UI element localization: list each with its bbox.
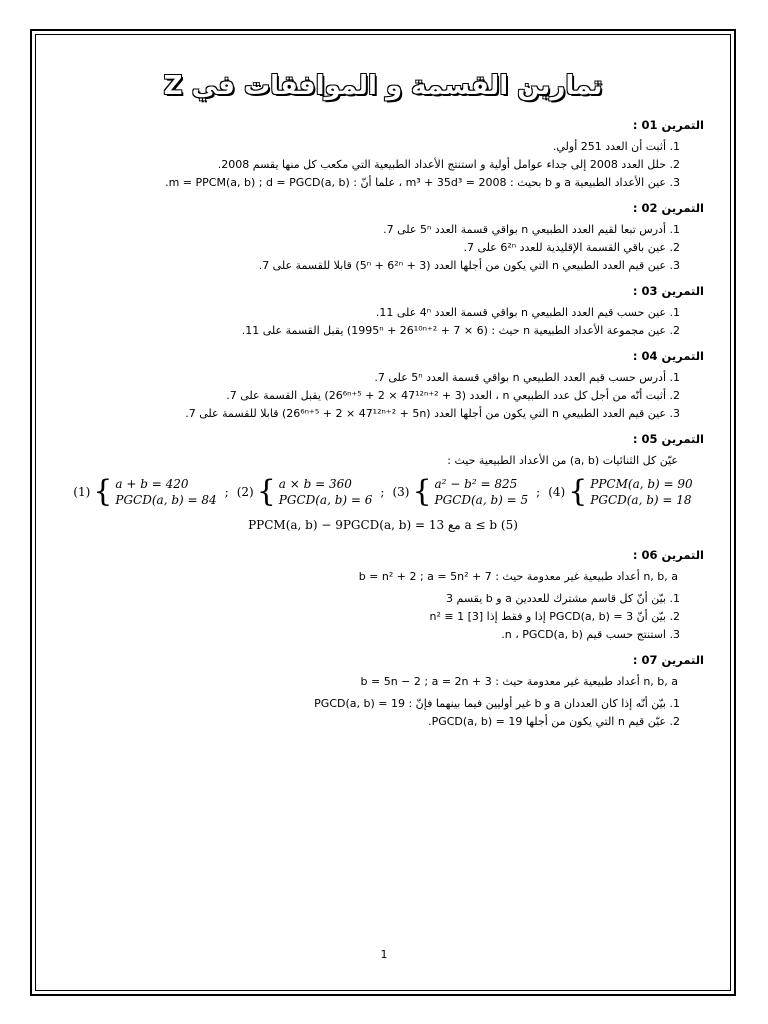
exercise-items — [62, 306, 704, 338]
document-title: تمارين القسمة و الموافقات في Z — [163, 71, 603, 101]
system-label: (4) — [548, 485, 566, 499]
exercise-items — [62, 371, 704, 421]
exercise-heading: التمرين 03 : — [632, 284, 704, 298]
system-line: a² − b² = 825 — [434, 477, 518, 491]
exercise-05 — [62, 432, 704, 532]
system-line: PGCD(a, b) = 84 — [115, 493, 217, 507]
system-label: (1) — [73, 485, 91, 499]
exercise-07 — [62, 653, 704, 729]
exercise-item: 1. أدرس حسب قيم العدد الطبيعي n بواقي قسمة العدد 5ⁿ على 7. — [62, 371, 666, 385]
system-label: (3) — [392, 485, 410, 499]
page-number: 1 — [380, 948, 388, 961]
exercise-item: 2. حلل العدد 2008 إلى جداء عوامل أولية و استنتج الأعداد الطبيعية التي مكعب كل منها يقسم 2008. — [62, 158, 666, 172]
exercise-item: 1. بيّن أنّه إذا كان العددان a و b غير أوليين فيما بينهما فإنّ : PGCD(a, b) = 19 — [62, 697, 666, 711]
exercise-intro: n, b, a أعداد طبيعية غير معدومة حيث : b = n² + 2 ; a = 5n² + 7 — [358, 570, 678, 583]
exercise-04 — [62, 349, 704, 421]
equation-system-2 — [237, 476, 373, 508]
equation-system-1 — [73, 476, 216, 508]
exercise-item: 3. استنتج حسب قيم n ، PGCD(a, b). — [62, 628, 666, 642]
exercise-item: 2. عيّن قيم n التي يكون من أجلها PGCD(a, b) = 19. — [62, 715, 666, 729]
exercise-items — [62, 592, 704, 642]
exercise-item: 1. عين حسب قيم العدد الطبيعي n بواقي قسمة العدد 4ⁿ على 11. — [62, 306, 666, 320]
exercise-item: 1. بيّن أنّ كل قاسم مشترك للعددين a و b يقسم 3 — [62, 592, 666, 606]
exercise-items — [62, 140, 704, 190]
exercise-heading: التمرين 04 : — [632, 349, 704, 363]
exercise-items — [62, 697, 704, 729]
system-line: a × b = 360 — [278, 477, 352, 491]
left-brace-icon: { — [256, 474, 276, 509]
equation-systems — [62, 476, 704, 508]
equation-system-3 — [392, 476, 528, 508]
exercise-item: 3. عين قيم العدد الطبيعي n التي يكون من أجلها العدد (26⁶ⁿ⁺⁵ + 2 × 47¹²ⁿ⁺² + 5n) قابلا للقسمة على 7. — [62, 407, 666, 421]
exercise-intro: n, b, a أعداد طبيعية غير معدومة حيث : b = 5n − 2 ; a = 2n + 3 — [360, 675, 678, 688]
exercise-02 — [62, 201, 704, 273]
equation-condition: (5) a ≤ b مع PPCM(a, b) − 9PGCD(a, b) = 13 — [248, 518, 518, 532]
system-label: (2) — [236, 485, 254, 499]
left-brace-icon: { — [93, 474, 113, 509]
exercise-item: 2. أثبت أنّه من أجل كل عدد الطبيعي n ، العدد (26⁶ⁿ⁺⁵ + 2 × 47¹²ⁿ⁺² + 3) يقبل القسمة على 7. — [62, 389, 666, 403]
system-line: PGCD(a, b) = 6 — [278, 493, 373, 507]
exercise-item: 1. أدرس تبعا لقيم العدد الطبيعي n بواقي قسمة العدد 5ⁿ على 7. — [62, 223, 666, 237]
exercise-item: 3. عين قيم العدد الطبيعي n التي يكون من أجلها العدد (5ⁿ + 6²ⁿ + 3) قابلا للقسمة على 7. — [62, 259, 666, 273]
exercise-item: 2. عين مجموعة الأعداد الطبيعية n حيث : (6 × 1995ⁿ + 26¹⁰ⁿ⁺² + 7) يقبل القسمة على 11. — [62, 324, 666, 338]
system-line: a + b = 420 — [115, 477, 189, 491]
exercise-item: 1. أثبت أن العدد 251 أولي. — [62, 140, 666, 154]
exercise-heading: التمرين 02 : — [632, 201, 704, 215]
exercise-item: 2. بيّن أنّ PGCD(a, b) = 3 إذا و فقط إذا n² ≡ 1 [3] — [62, 610, 666, 624]
exercise-intro: عيّن كل الثنائيات (a, b) من الأعداد الطبيعية حيث : — [447, 454, 678, 467]
exercise-item: 2. عين باقي القسمة الإقليدية للعدد 6²ⁿ على 7. — [62, 241, 666, 255]
exercise-item: 3. عين الأعداد الطبيعية a و b بحيث : m³ + 35d³ = 2008 ، علما أنّ : m = PPCM(a, b) ; d = PGCD(a, b). — [62, 176, 666, 190]
system-line: PGCD(a, b) = 5 — [434, 493, 529, 507]
system-line: PGCD(a, b) = 18 — [590, 493, 692, 507]
equation-system-4 — [548, 476, 693, 508]
exercise-01 — [62, 118, 704, 190]
exercise-03 — [62, 284, 704, 338]
system-line: PPCM(a, b) = 90 — [590, 477, 693, 491]
left-brace-icon: { — [568, 474, 588, 509]
document-page — [62, 66, 704, 740]
exercise-heading: التمرين 06 : — [632, 548, 704, 562]
exercise-items — [62, 223, 704, 273]
exercise-heading: التمرين 05 : — [632, 432, 704, 446]
exercise-06 — [62, 548, 704, 642]
exercise-heading: التمرين 07 : — [632, 653, 704, 667]
system-separator: ; — [224, 485, 229, 499]
system-separator: ; — [380, 485, 385, 499]
exercise-heading: التمرين 01 : — [632, 118, 704, 132]
left-brace-icon: { — [412, 474, 432, 509]
system-separator: ; — [536, 485, 541, 499]
